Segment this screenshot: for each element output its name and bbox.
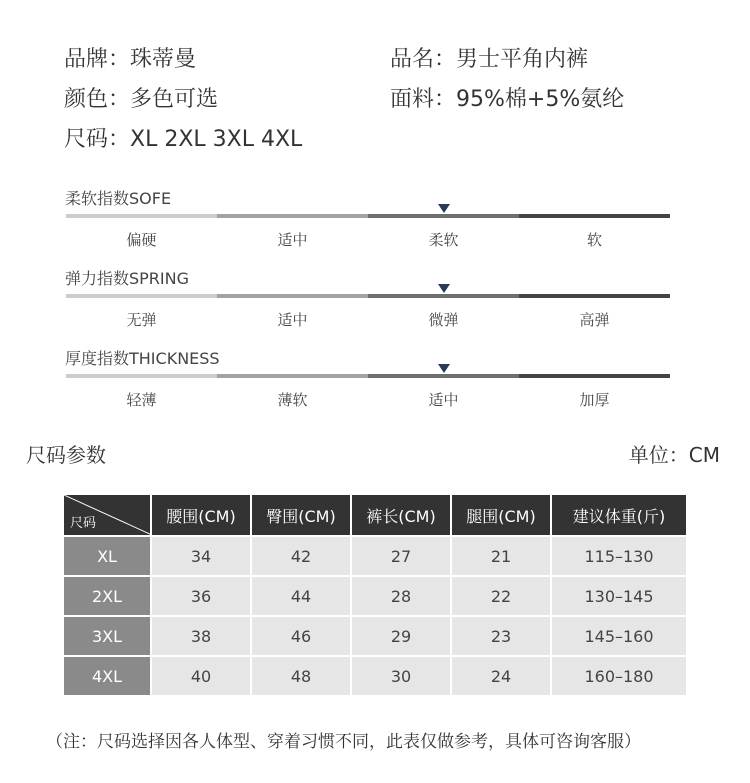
table-cell: 30 bbox=[351, 656, 451, 696]
scale-segment bbox=[217, 374, 368, 378]
scale-segment bbox=[66, 294, 217, 298]
table-cell: 40 bbox=[151, 656, 251, 696]
table-corner-cell bbox=[63, 494, 151, 536]
table-cell: 22 bbox=[451, 576, 551, 616]
table-cell: 46 bbox=[251, 616, 351, 656]
table-cell: 21 bbox=[451, 536, 551, 576]
scale-level: 无弹 bbox=[126, 311, 157, 329]
selected-level-marker bbox=[438, 364, 450, 373]
scale-title: 厚度指数THICKNESS bbox=[65, 349, 220, 368]
table-cell: 42 bbox=[251, 536, 351, 576]
selected-level-marker bbox=[438, 284, 450, 293]
table-row bbox=[63, 536, 687, 576]
color-text: 颜色：多色可选 bbox=[64, 87, 219, 112]
sizes-text: 尺码：XL 2XL 3XL 4XL bbox=[64, 127, 303, 152]
scale-segment bbox=[368, 294, 519, 298]
table-row bbox=[63, 576, 687, 616]
corner-label: 尺码 bbox=[70, 516, 97, 531]
scale-level: 偏硬 bbox=[126, 231, 157, 249]
table-cell: 160–180 bbox=[551, 656, 687, 696]
table-cell: 38 bbox=[151, 616, 251, 656]
size-table bbox=[62, 493, 688, 697]
scale-level: 微弹 bbox=[428, 311, 459, 329]
scale-level: 柔软 bbox=[428, 231, 459, 249]
scale-segment bbox=[368, 374, 519, 378]
footnote: （注：尺码选择因各人体型、穿着习惯不同，此表仅做参考，具体可咨询客服） bbox=[46, 732, 641, 752]
table-cell: 29 bbox=[351, 616, 451, 656]
scale-level: 适中 bbox=[277, 231, 308, 249]
table-cell: 130–145 bbox=[551, 576, 687, 616]
size-cell: 4XL bbox=[63, 656, 151, 696]
scale-segment bbox=[519, 214, 670, 218]
table-row bbox=[63, 656, 687, 696]
column-header: 建议体重(斤) bbox=[551, 494, 687, 536]
table-cell: 27 bbox=[351, 536, 451, 576]
scale-level: 高弹 bbox=[579, 311, 610, 329]
size-cell: XL bbox=[63, 536, 151, 576]
scale-levels bbox=[66, 309, 670, 330]
column-header: 腿围(CM) bbox=[451, 494, 551, 536]
column-header: 裤长(CM) bbox=[351, 494, 451, 536]
scale-segment bbox=[217, 214, 368, 218]
scale-segment bbox=[66, 374, 217, 378]
scale-segment bbox=[217, 294, 368, 298]
scale-level: 软 bbox=[586, 231, 602, 249]
table-cell: 145–160 bbox=[551, 616, 687, 656]
fabric-text: 面料：95%棉+5%氨纶 bbox=[390, 87, 625, 112]
product-name-text: 品名：男士平角内裤 bbox=[390, 47, 589, 72]
scale-bar bbox=[66, 294, 670, 298]
scale-levels bbox=[66, 229, 670, 250]
scale-level: 加厚 bbox=[579, 391, 610, 409]
brand-text: 品牌：珠蒂曼 bbox=[64, 47, 197, 72]
scale-level: 适中 bbox=[277, 311, 308, 329]
scale-segment bbox=[66, 214, 217, 218]
size-cell: 2XL bbox=[63, 576, 151, 616]
table-cell: 34 bbox=[151, 536, 251, 576]
table-cell: 24 bbox=[451, 656, 551, 696]
table-cell: 115–130 bbox=[551, 536, 687, 576]
size-section-title: 尺码参数 bbox=[26, 443, 106, 467]
scale-level: 轻薄 bbox=[126, 391, 157, 409]
scale-level: 薄软 bbox=[277, 391, 308, 409]
column-header: 臀围(CM) bbox=[251, 494, 351, 536]
table-cell: 36 bbox=[151, 576, 251, 616]
table-cell: 28 bbox=[351, 576, 451, 616]
table-row bbox=[63, 616, 687, 656]
column-header: 腰围(CM) bbox=[151, 494, 251, 536]
size-cell: 3XL bbox=[63, 616, 151, 656]
scale-segment bbox=[519, 294, 670, 298]
scale-level: 适中 bbox=[428, 391, 459, 409]
scale-levels bbox=[66, 389, 670, 410]
scale-segment bbox=[368, 214, 519, 218]
table-cell: 44 bbox=[251, 576, 351, 616]
scale-segment bbox=[519, 374, 670, 378]
table-cell: 23 bbox=[451, 616, 551, 656]
scale-bar bbox=[66, 374, 670, 378]
selected-level-marker bbox=[438, 204, 450, 213]
scale-title: 柔软指数SOFE bbox=[65, 189, 172, 208]
table-header-row bbox=[63, 494, 687, 536]
scale-title: 弹力指数SPRING bbox=[65, 269, 190, 288]
unit-label: 单位：CM bbox=[628, 443, 720, 467]
scale-bar bbox=[66, 214, 670, 218]
table-cell: 48 bbox=[251, 656, 351, 696]
